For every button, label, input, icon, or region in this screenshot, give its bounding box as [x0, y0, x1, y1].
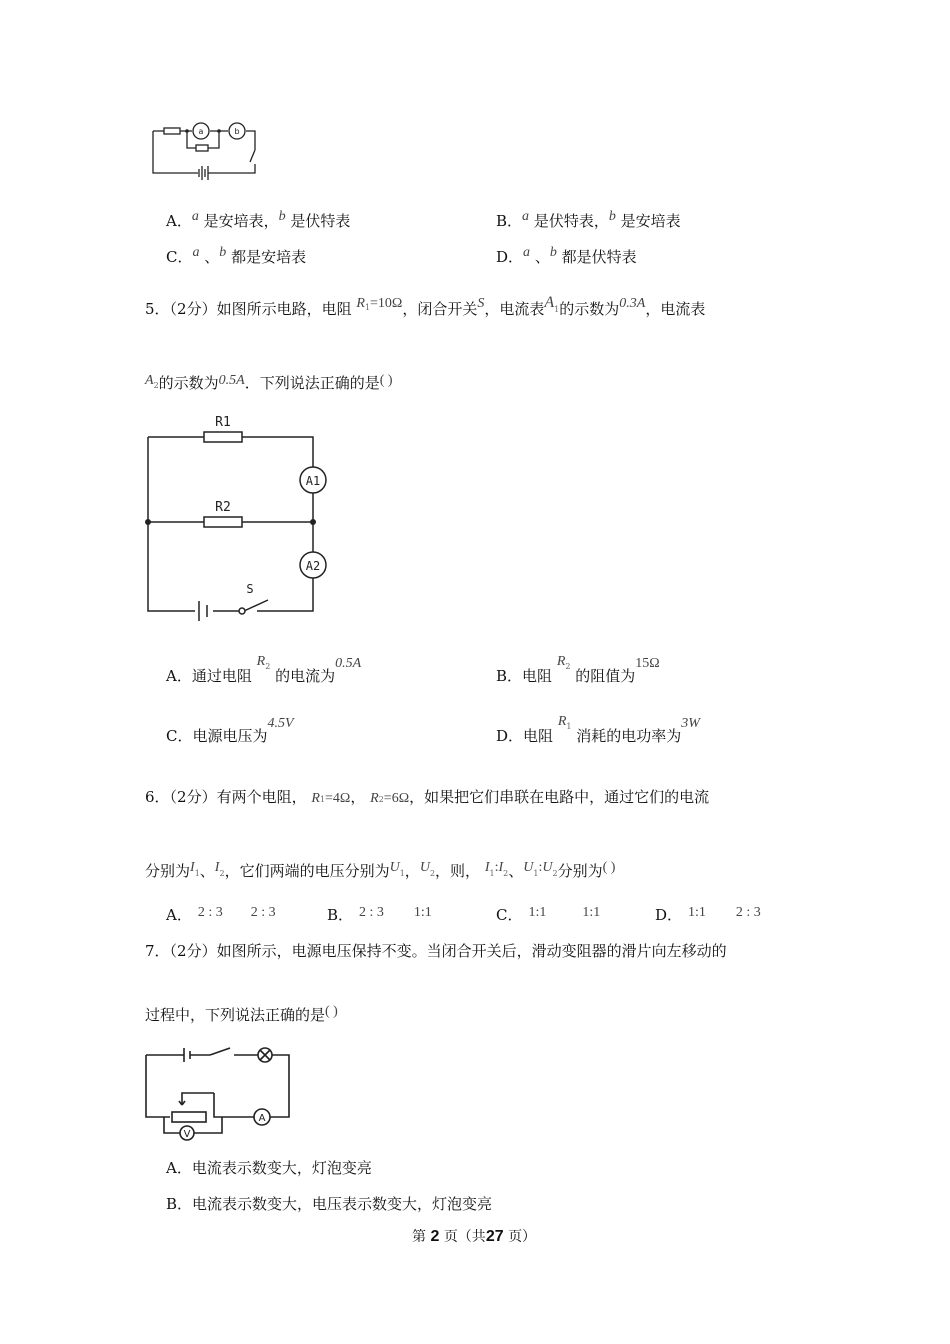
sub: 2 [378, 795, 384, 804]
text: ，电流表 [645, 300, 706, 318]
option-label: B． [496, 667, 523, 685]
option-text: 电源电压为 [192, 727, 268, 745]
q5-r1-label: R1 [215, 415, 231, 430]
text: 分别为 [145, 862, 191, 880]
math-a1: A [544, 294, 555, 311]
q5-option-b[interactable] [496, 654, 660, 686]
math-value-1: 2 : 3 [197, 905, 223, 920]
q6-number: 6．（2分）有两个电阻， [145, 788, 307, 806]
option-label: D． [655, 906, 683, 924]
math-i1: I [190, 860, 195, 875]
q6-option-a[interactable] [166, 904, 276, 925]
text: ，则， [435, 862, 481, 880]
q4-option-b[interactable] [496, 210, 681, 231]
q5-a1-label: A1 [305, 474, 321, 488]
option-text: 消耗的电功率为 [576, 727, 682, 745]
q7-stem-line1: 7．（2分）如图所示，电源电压保持不变。当闭合开关后，滑动变阻器的滑片向左移动的 [145, 942, 727, 960]
text: ．下列说法正确的是 [244, 374, 380, 392]
sub: 2 [565, 662, 571, 671]
math-r: R [556, 654, 566, 669]
math-ratio1-b: I [498, 860, 504, 875]
option-text: 、 [204, 248, 220, 266]
option-text: 的阻值为 [575, 667, 636, 685]
text: 、 [199, 862, 215, 880]
q7-circuit-diagram [142, 1045, 292, 1140]
sub: 1 [533, 869, 539, 878]
text: ，电流表 [484, 300, 545, 318]
sub: 2 [552, 869, 558, 878]
math-value: 15Ω [635, 656, 660, 671]
option-label: C． [166, 248, 193, 266]
sub: 2 [153, 381, 159, 390]
q7-stem-line2 [145, 1004, 338, 1025]
q6-option-b[interactable] [327, 904, 432, 925]
math-u1: U [389, 860, 400, 875]
q5-stem-line2 [145, 372, 393, 393]
page-footer [412, 1226, 536, 1246]
q6-option-c[interactable] [496, 904, 600, 925]
math-value-1: 2 : 3 [359, 905, 384, 920]
option-label: C． [496, 906, 523, 924]
math-value-2: 1:1 [413, 905, 432, 920]
math-value-2: 2 : 3 [735, 905, 761, 920]
option-label: D． [496, 248, 524, 266]
math-ratio2-b: U [542, 860, 553, 875]
option-label: A． [166, 1159, 192, 1177]
q5-circuit-diagram [140, 410, 340, 620]
text: ，闭合开关 [402, 300, 478, 318]
footer-text: 页） [508, 1229, 537, 1245]
math-value-2: 1:1 [582, 905, 601, 920]
q5-option-c[interactable] [166, 716, 294, 746]
q4-option-d[interactable] [496, 246, 637, 267]
math-a1-value: 0.3A [619, 296, 646, 311]
q5-a2-label: A2 [305, 559, 321, 573]
math-r2: R [370, 791, 379, 806]
math-b: b [549, 245, 557, 260]
q4-option-c[interactable] [166, 246, 306, 267]
math-s: S [477, 296, 485, 311]
sub: 1 [399, 869, 405, 878]
math-a: a [523, 245, 531, 260]
option-text: 是伏特表， [533, 212, 609, 230]
footer-text: 页（共 [443, 1229, 486, 1245]
text: 的示数为 [559, 300, 620, 318]
math-a2: A [145, 373, 154, 388]
text: ，它们两端的电压分别为 [224, 862, 390, 880]
option-text: 是安培表， [203, 212, 279, 230]
math-a: a [522, 209, 530, 224]
option-text: 电阻 [523, 727, 554, 745]
text: ，如果把它们串联在电路中，通过它们的电流 [409, 788, 710, 806]
option-label: D． [496, 727, 524, 745]
math-b: b [219, 245, 227, 260]
sub: 2 [429, 869, 436, 878]
sub: 1 [364, 303, 371, 312]
q5-switch-label: S [246, 582, 254, 596]
q4-option-a[interactable] [166, 210, 350, 231]
option-text: 是安培表 [620, 212, 681, 230]
sub: 1 [566, 722, 572, 731]
q4-meter-a-label: a [198, 127, 204, 136]
sub: 1 [554, 305, 560, 314]
option-label: B． [327, 906, 354, 924]
option-label: B． [496, 212, 523, 230]
math-ratio2-a: U [523, 860, 534, 875]
footer-text: 第 [412, 1229, 426, 1245]
text: ， [350, 788, 366, 806]
math-value-2: 2 : 3 [250, 905, 276, 920]
option-text: 的电流为 [275, 667, 336, 685]
math-ratio1-a: I [484, 860, 490, 875]
option-text: 电流表示数变大，灯泡变亮 [191, 1159, 372, 1177]
math-r2-value: =6Ω [383, 791, 410, 806]
sub: 1 [489, 869, 495, 878]
q7-ammeter-label: A [258, 1113, 266, 1124]
math-a2-value: 0.5A [218, 373, 245, 388]
option-text: 电流表示数变大，电压表示数变大，灯泡变亮 [192, 1195, 493, 1213]
answer-paren: ( ) [379, 373, 393, 388]
text: 、 [508, 862, 524, 880]
option-text: 、 [534, 248, 550, 266]
q6-stem-line1 [145, 786, 709, 807]
option-text: 都是安培表 [231, 248, 307, 266]
math-colon: : [538, 860, 543, 875]
page-number: 2 [430, 1228, 440, 1245]
math-r1: R [311, 791, 320, 806]
math-r1-value: =10Ω [370, 296, 403, 311]
option-text: 都是伏特表 [561, 248, 637, 266]
q7-option-a[interactable] [166, 1157, 372, 1178]
math-r1: R [356, 296, 365, 311]
page-total: 27 [485, 1228, 504, 1245]
math-u2: U [419, 860, 430, 875]
math-colon: : [494, 860, 499, 875]
sub: 2 [219, 869, 225, 878]
sub: 1 [319, 795, 326, 804]
q6-stem-line2 [145, 860, 615, 881]
option-label: B． [166, 1195, 193, 1213]
math-b: b [608, 209, 616, 224]
math-value: 0.5A [335, 656, 362, 671]
option-label: C． [166, 727, 193, 745]
option-label: A． [166, 212, 192, 230]
math-r1-value: =4Ω [325, 791, 351, 806]
math-a: a [191, 209, 199, 224]
option-text: 是伏特表 [290, 212, 351, 230]
answer-paren: ( ) [602, 860, 616, 875]
q5-number: 5．（2分）如图所示电路，电阻 [145, 300, 352, 318]
q5-option-a[interactable] [166, 654, 362, 686]
text: 的示数为 [158, 374, 219, 392]
math-value-1: 1:1 [688, 905, 706, 920]
text: 分别为 [557, 862, 603, 880]
answer-paren: ( ) [325, 1004, 338, 1019]
q7-option-b[interactable] [166, 1193, 492, 1214]
math-value: 4.5V [267, 716, 294, 731]
option-text: 电阻 [522, 667, 553, 685]
option-label: A． [166, 667, 192, 685]
q4-meter-b-label: b [234, 127, 240, 136]
math-i2: I [214, 860, 220, 875]
sub: 2 [265, 662, 271, 671]
math-value: 3W [681, 716, 700, 731]
q7-voltmeter-label: V [183, 1129, 191, 1140]
q6-option-d[interactable] [655, 904, 761, 925]
text: ， [404, 862, 420, 880]
text: 过程中，下列说法正确的是 [145, 1006, 326, 1024]
math-r: R [557, 714, 567, 729]
math-r: R [256, 654, 266, 669]
q5-stem-line1 [145, 294, 706, 319]
sub: 1 [194, 869, 200, 878]
math-value-1: 1:1 [528, 905, 547, 920]
q5-option-d[interactable] [496, 714, 700, 746]
q4-circuit-diagram [150, 118, 262, 182]
option-label: A． [166, 906, 192, 924]
option-text: 通过电阻 [191, 667, 252, 685]
math-b: b [278, 209, 286, 224]
math-a: a [192, 245, 200, 260]
q5-r2-label: R2 [215, 500, 231, 515]
sub: 2 [503, 869, 509, 878]
